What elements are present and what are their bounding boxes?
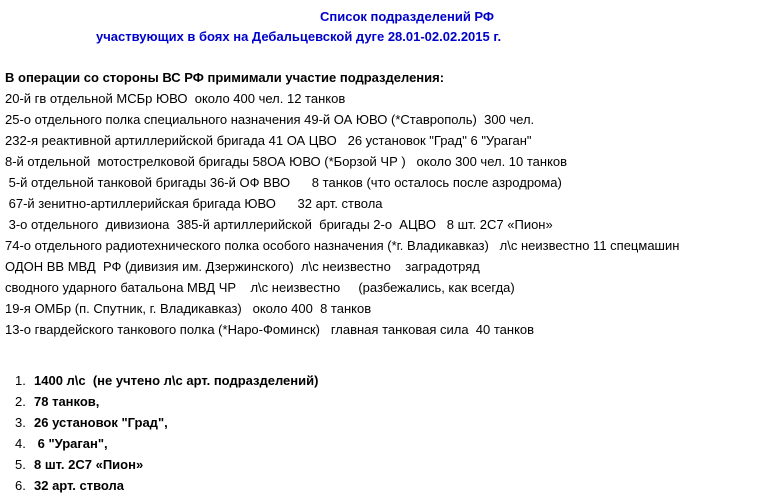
- unit-item: 25-о отдельного полка специального назначения 49-й ОА ЮВО (*Ставрополь) 300 чел.: [5, 112, 535, 127]
- summary-text: 78 танков,: [34, 394, 100, 409]
- unit-item: 19-я ОМБр (п. Спутник, г. Владикавказ) около 400 8 танков: [5, 301, 372, 316]
- title-line-1: Список подразделений РФ: [320, 9, 495, 24]
- page-title: [0, 7, 763, 47]
- document-body: [5, 67, 760, 340]
- summary-number: 5.: [15, 457, 26, 472]
- summary-number: 3.: [15, 415, 26, 430]
- summary-text: 26 установок "Град",: [34, 415, 168, 430]
- summary-text: 6 "Ураган",: [34, 436, 108, 451]
- unit-item: 8-й отдельной мотострелковой бригады 58ОА ЮВО (*Борзой ЧР ) около 300 чел. 10 танков: [5, 154, 568, 169]
- summary-item: [0, 454, 318, 475]
- unit-item: 20-й гв отдельной МСБр ЮВО около 400 чел. 12 танков: [5, 91, 346, 106]
- summary-number: 1.: [15, 373, 26, 388]
- unit-item: сводного ударного батальона МВД ЧР л\с неизвестно (разбежались, как всегда): [5, 280, 515, 295]
- summary-item: [0, 433, 318, 454]
- summary-item: [0, 391, 318, 412]
- unit-item: 74-о отдельного радиотехнического полка особого назначения (*г. Владикавказ) л\с неизвестно 11 спецмашин: [5, 238, 680, 253]
- summary-number: 6.: [15, 478, 26, 493]
- title-line-2: участвующих в боях на Дебальцевской дуге 28.01-02.02.2015 г.: [96, 29, 502, 44]
- unit-item: 13-о гвардейского танкового полка (*Наро-Фоминск) главная танковая сила 40 танков: [5, 322, 535, 337]
- summary-list: [0, 370, 318, 496]
- summary-number: 4.: [15, 436, 26, 451]
- summary-text: 1400 л\с (не учтено л\с арт. подразделений): [34, 373, 319, 388]
- summary-text: 32 арт. ствола: [34, 478, 125, 493]
- unit-item: 5-й отдельной танковой бригады 36-й ОФ ВВО 8 танков (что осталось после азродрома): [5, 175, 562, 190]
- summary-number: 2.: [15, 394, 26, 409]
- unit-item: 67-й зенитно-артиллерийская бригада ЮВО 32 арт. ствола: [5, 196, 383, 211]
- summary-item: [0, 370, 318, 391]
- summary-item: [0, 475, 318, 496]
- unit-item: 3-о отдельного дивизиона 385-й артиллерийской бригады 2-о АЦВО 8 шт. 2С7 «Пион»: [5, 217, 553, 232]
- unit-item: ОДОН ВВ МВД РФ (дивизия им. Дзержинского) л\с неизвестно заградотряд: [5, 259, 480, 274]
- summary-text: 8 шт. 2С7 «Пион»: [34, 457, 144, 472]
- section-heading: В операции со стороны ВС РФ примимали участие подразделения:: [5, 70, 445, 85]
- unit-item: 232-я реактивной артиллерийской бригада 41 ОА ЦВО 26 установок "Град" 6 "Ураган": [5, 133, 532, 148]
- unit-list: [5, 88, 760, 340]
- summary-item: [0, 412, 318, 433]
